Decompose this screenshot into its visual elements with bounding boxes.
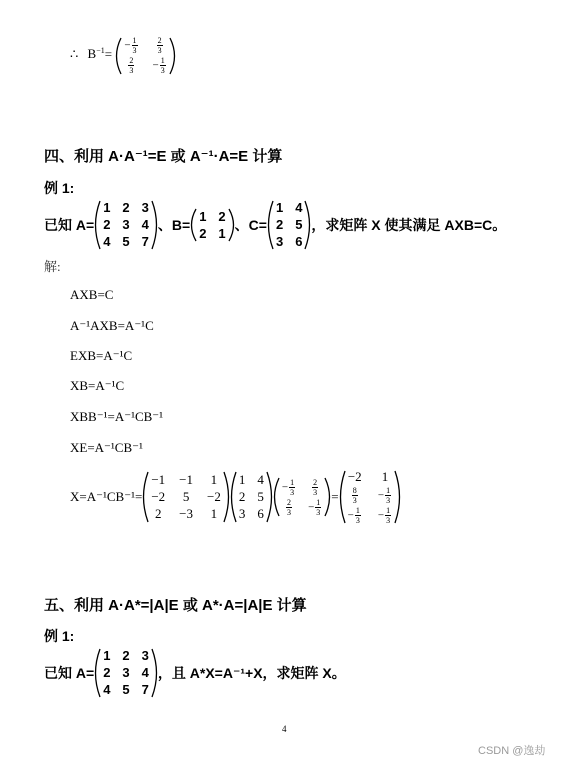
matrix-c-final xyxy=(230,471,273,523)
right-paren xyxy=(228,208,235,242)
matrix-cell: − $\frac{1}{3}$ xyxy=(308,497,321,517)
matrix-grid xyxy=(122,36,168,75)
matrix-cell: 1 xyxy=(381,469,389,484)
left-paren xyxy=(142,471,149,523)
problem-prefix: 已知 A= xyxy=(44,665,95,681)
matrix-cell: 3 xyxy=(122,217,130,232)
inverse-b-label: B xyxy=(87,46,97,62)
matrix-cell: − $\frac{1}{3}$ xyxy=(347,506,360,525)
matrix-cell: −3 xyxy=(179,506,193,521)
matrix-grid xyxy=(274,200,304,250)
matrix-cell: 4 xyxy=(103,682,111,697)
matrix-cell: 3 xyxy=(141,648,149,663)
matrix-cell: 5 xyxy=(122,682,130,697)
matrix-a xyxy=(94,648,158,698)
page-number: 4 xyxy=(282,724,287,734)
matrix-grid xyxy=(197,209,227,242)
matrix-cell: −2 xyxy=(207,489,221,504)
watermark: CSDN @逸劫 xyxy=(478,745,546,757)
matrix-cell: 5 xyxy=(182,489,190,504)
matrix-cell: 4 xyxy=(103,234,111,249)
matrix-cell: $\frac{2}{3}$ xyxy=(129,56,134,75)
matrix-cell: 1 xyxy=(275,200,284,215)
section-4-problem xyxy=(44,200,506,250)
matrix-cell: 2 xyxy=(238,489,246,504)
matrix-cell: − $\frac{1}{3}$ xyxy=(124,36,137,55)
left-paren xyxy=(339,470,346,524)
matrix-grid xyxy=(101,648,151,698)
problem-suffix: ，且 A*X=A⁻¹+X，求矩阵 X。 xyxy=(157,665,346,681)
inverse-exponent: −1 xyxy=(96,46,105,56)
matrix-cell: 2 xyxy=(103,665,111,680)
matrix-cell: 3 xyxy=(122,665,130,680)
matrix-cell: 5 xyxy=(122,234,130,249)
section-4-title: 四、利用 A·A⁻¹=E 或 A⁻¹·A=E 计算 xyxy=(44,148,283,165)
right-paren xyxy=(169,37,176,75)
right-paren xyxy=(324,477,331,517)
matrix-cell: 6 xyxy=(295,234,303,249)
final-computation xyxy=(70,469,401,525)
matrix-cell: 2 xyxy=(218,208,226,224)
right-paren xyxy=(304,200,311,250)
matrix-cell: 2 xyxy=(199,225,207,241)
section-4-example-label: 例 1: xyxy=(44,180,75,196)
matrix-cell: 3 xyxy=(238,506,246,521)
solution-step: XE=A⁻¹CB⁻¹ xyxy=(70,440,143,455)
solution-step: XB=A⁻¹C xyxy=(70,378,125,393)
matrix-cell: 4 xyxy=(295,200,303,215)
solution-step: XBB⁻¹=A⁻¹CB⁻¹ xyxy=(70,409,164,424)
matrix-c xyxy=(267,200,311,250)
matrix-cell: − $\frac{1}{3}$ xyxy=(152,56,165,75)
matrix-cell: 3 xyxy=(141,200,149,215)
matrix-cell: 1 xyxy=(210,472,218,487)
matrix-a-inverse xyxy=(142,471,230,523)
left-paren xyxy=(115,37,122,75)
solution-step: AXB=C xyxy=(70,287,114,302)
sep-c: 、C= xyxy=(234,217,267,233)
equals-sign: = xyxy=(104,46,113,62)
inverse-b-result-line xyxy=(70,36,176,75)
solution-label: 解: xyxy=(44,259,61,274)
section-5-title: 五、利用 A·A*=|A|E 或 A*·A=|A|E 计算 xyxy=(44,597,307,614)
right-paren xyxy=(151,648,158,698)
right-paren xyxy=(223,471,230,523)
matrix-cell: −2 xyxy=(151,489,166,504)
matrix-grid xyxy=(237,472,266,522)
matrix-cell: − $\frac{1}{3}$ xyxy=(377,506,391,525)
matrix-cell: 7 xyxy=(141,682,149,697)
matrix-cell: 5 xyxy=(295,217,303,232)
matrix-cell: −1 xyxy=(151,472,166,487)
matrix-cell: 4 xyxy=(141,217,149,232)
solution-step: EXB=A⁻¹C xyxy=(70,348,133,363)
therefore-symbol: ∴ xyxy=(70,46,79,62)
matrix-cell: $\frac{2}{3}$ xyxy=(157,36,162,55)
matrix-cell: 3 xyxy=(275,234,284,249)
matrix-cell: 1 xyxy=(199,208,207,224)
sep-b: 、B= xyxy=(157,217,191,233)
problem-suffix: ，求矩阵 X 使其满足 AXB=C。 xyxy=(311,217,507,233)
left-paren xyxy=(190,208,197,242)
left-paren xyxy=(94,648,101,698)
matrix-cell: 2 xyxy=(103,217,111,232)
matrix-cell: 4 xyxy=(141,665,149,680)
matrix-cell: 5 xyxy=(257,489,264,504)
solution-step: A⁻¹AXB=A⁻¹C xyxy=(70,318,154,333)
matrix-cell: 1 xyxy=(103,200,111,215)
matrix-cell: $\frac{8}{3}$ xyxy=(352,486,357,505)
left-paren xyxy=(230,471,237,523)
matrix-grid xyxy=(149,472,223,522)
matrix-cell: 1 xyxy=(218,225,226,241)
right-paren xyxy=(151,200,158,250)
matrix-cell: 4 xyxy=(257,472,264,487)
matrix-cell: −1 xyxy=(179,472,193,487)
matrix-cell: 7 xyxy=(141,234,149,249)
matrix-b-inverse-final xyxy=(273,477,331,517)
right-paren xyxy=(394,470,401,524)
matrix-cell: 1 xyxy=(210,506,218,521)
matrix-grid xyxy=(346,469,394,525)
matrix-cell: − $\frac{1}{3}$ xyxy=(377,486,391,505)
matrix-cell: 6 xyxy=(257,506,264,521)
matrix-cell: 2 xyxy=(122,648,130,663)
matrix-a xyxy=(94,200,158,250)
problem-prefix: 已知 A= xyxy=(44,217,95,233)
matrix-grid xyxy=(280,478,324,517)
left-paren xyxy=(94,200,101,250)
matrix-b xyxy=(190,208,234,242)
matrix-cell: 2 xyxy=(275,217,284,232)
matrix-cell: − $\frac{1}{3}$ xyxy=(281,477,295,497)
matrix-result xyxy=(339,469,401,525)
final-lhs: X=A⁻¹CB⁻¹= xyxy=(70,489,143,504)
matrix-cell: 2 xyxy=(122,200,130,215)
matrix-cell: $\frac{2}{3}$ xyxy=(286,497,291,517)
left-paren xyxy=(267,200,274,250)
matrix-cell: 1 xyxy=(238,472,246,487)
matrix-b-inverse xyxy=(115,36,175,75)
matrix-cell: 1 xyxy=(103,648,111,663)
matrix-grid xyxy=(101,200,151,250)
matrix-cell: $\frac{2}{3}$ xyxy=(313,477,318,497)
left-paren xyxy=(273,477,280,517)
matrix-cell: −2 xyxy=(347,469,362,484)
section-5-example-label: 例 1: xyxy=(44,628,75,644)
section-5-problem xyxy=(44,648,346,698)
final-equals: = xyxy=(331,489,339,504)
matrix-cell: 2 xyxy=(154,506,162,521)
right-paren xyxy=(266,471,273,523)
